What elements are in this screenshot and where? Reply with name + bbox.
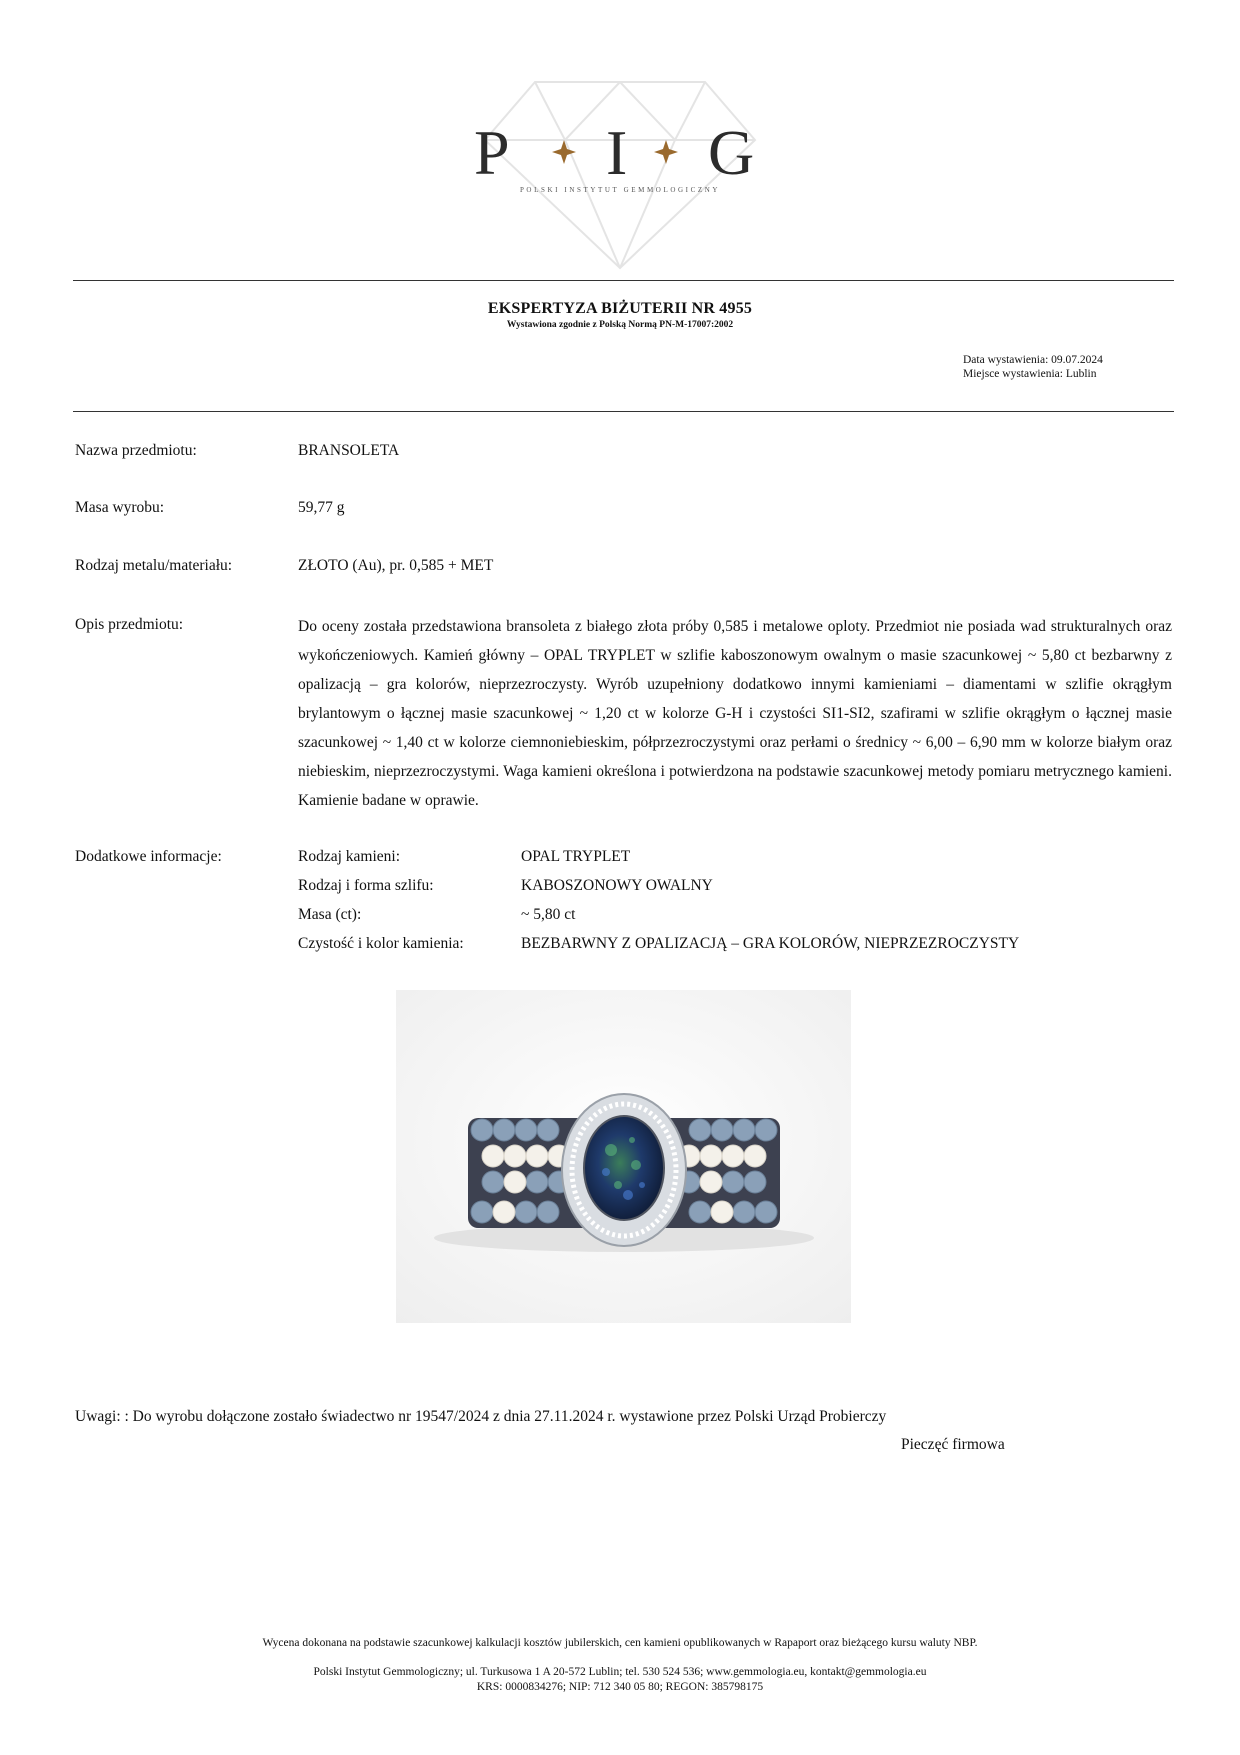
name-label: Nazwa przedmiotu: <box>75 442 197 459</box>
carat-key: Masa (ct): <box>298 906 362 923</box>
description-text: Do oceny została przedstawiona bransoleta z białego złota próby 0,585 i metalowe oploty. Przedmiot nie posiada wad strukturalnych oraz wykończeniowych. Kamień główny – OPAL TRYPLET w szlifie kaboszonowym owalnym o masie szacunkowej ~ 5,80 ct bezbarwny z opalizacją – gra kolorów, nieprzezroczysty. Wyrób uzupełniony dodatkowo innymi kamieniami – diamentami w szlifie okrągłym brylantowym o łącznej masie szacunkowej ~ 1,20 ct w kolorze G-H i czystości SI1-SI2, szafirami w szlifie okrągłym o łącznej masie szacunkowej ~ 1,40 ct w kolorze ciemnoniebieskim, półprzezroczystymi oraz perłami o średnicy ~ 6,00 – 6,90 mm w kolorze białym oraz niebieskim, nieprzezroczystymi. Waga kamieni określona i potwierdzona na podstawie szacunkowej metody pomiaru metrycznego kamieni. Kamienie badane w oprawie. <box>298 618 1172 809</box>
mass-label: Masa wyrobu: <box>75 499 165 516</box>
clarity-color-value: BEZBARWNY Z OPALIZACJĄ – GRA KOLORÓW, NIEPRZEZROCZYSTY <box>521 935 1020 952</box>
stone-type-value: OPAL TRYPLET <box>521 848 631 865</box>
cut-key: Rodzaj i forma szlifu: <box>298 877 434 894</box>
carat-value: ~ 5,80 ct <box>521 906 576 923</box>
name-value: BRANSOLETA <box>298 442 400 459</box>
logo-letter-g: G <box>708 117 755 188</box>
pig-logo <box>460 70 780 300</box>
logo-letter-i: I <box>606 117 628 188</box>
footer-registry: KRS: 0000834276; NIP: 712 340 05 80; REGON: 385798175 <box>476 1681 764 1693</box>
footer-address: Polski Instytut Gemmologiczny; ul. Turkusowa 1 A 20-572 Lublin; tel. 530 524 536; www.gemmologia.eu, kontakt@gemmologia.eu <box>313 1666 927 1678</box>
issue-date: Data wystawienia: 09.07.2024 <box>963 354 1103 366</box>
mass-value: 59,77 g <box>298 499 345 516</box>
clarity-color-key: Czystość i kolor kamienia: <box>298 935 464 952</box>
additional-info-label: Dodatkowe informacje: <box>75 848 222 865</box>
logo-tagline: POLSKI INSTYTUT GEMMOLOGICZNY <box>519 186 721 194</box>
header-divider <box>73 411 1174 412</box>
cut-value: KABOSZONOWY OWALNY <box>521 877 713 894</box>
top-divider <box>73 280 1174 281</box>
notes-text: Uwagi: : Do wyrobu dołączone zostało świadectwo nr 19547/2024 z dnia 27.11.2024 r. wystawione przez Polski Urząd Probierczy <box>75 1408 887 1425</box>
stone-type-key: Rodzaj kamieni: <box>298 848 401 865</box>
issue-place: Miejsce wystawienia: Lublin <box>963 368 1097 380</box>
footer-valuation: Wycena dokonana na podstawie szacunkowej kalkulacji kosztów jubilerskich, cen kamieni opublikowanych w Rapaport oraz bieżącego kursu waluty NBP. <box>262 1637 978 1649</box>
metal-value: ZŁOTO (Au), pr. 0,585 + MET <box>298 557 494 574</box>
metal-label: Rodzaj metalu/materiału: <box>75 557 233 574</box>
opal-stone <box>584 1116 664 1220</box>
bracelet-photo <box>396 990 851 1323</box>
gold-star-icon <box>552 140 576 164</box>
document-title: EKSPERTYZA BIŻUTERII NR 4955 <box>487 300 753 317</box>
company-stamp-label: Pieczęć firmowa <box>901 1436 1005 1453</box>
description-label: Opis przedmiotu: <box>75 616 184 633</box>
document-subtitle: Wystawiona zgodnie z Polską Normą PN-M-17007:2002 <box>506 320 734 330</box>
logo-letter-p: P <box>474 117 510 188</box>
